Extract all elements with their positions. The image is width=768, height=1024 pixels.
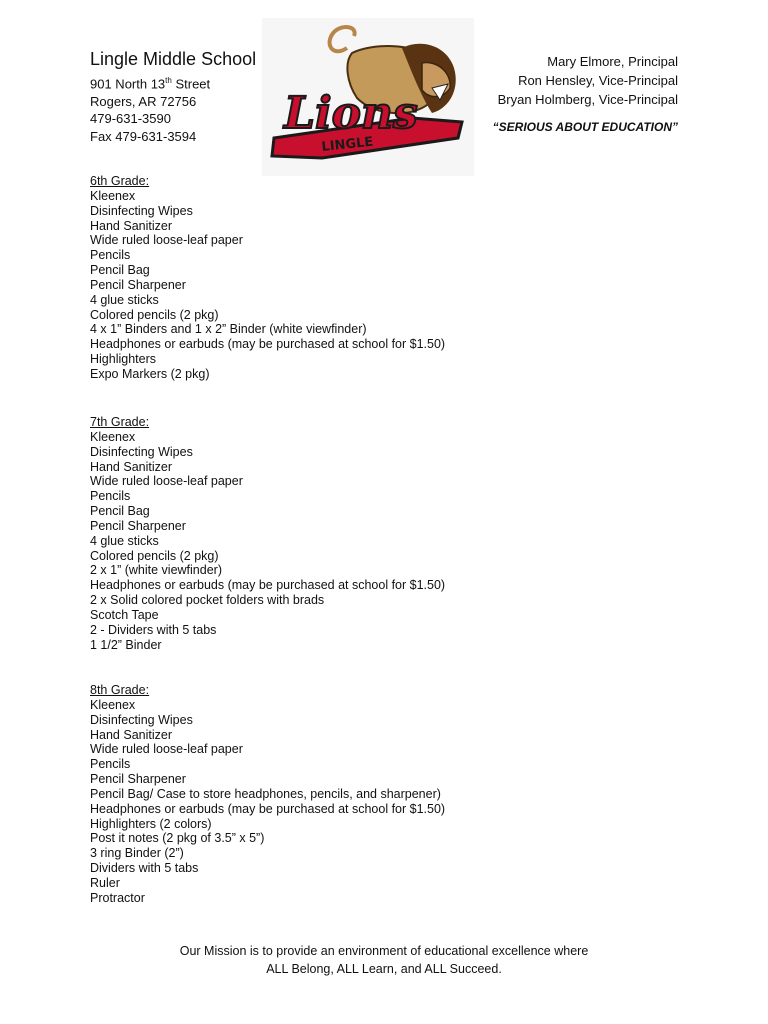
list-item: Disinfecting Wipes [90,712,193,727]
list-item: 2 x 1” (white viewfinder) [90,563,222,578]
logo-word: Lions [284,88,418,139]
grade-6-list [90,174,445,382]
motto: “SERIOUS ABOUT EDUCATION” [492,120,678,134]
grade-title: 8th Grade: [90,683,150,697]
list-item: Ruler [90,875,120,890]
grade-title: 6th Grade: [90,174,150,188]
list-item: Pencils [90,757,131,772]
mission-line-1: Our Mission is to provide an environment of educational excellence where [179,944,589,958]
list-item: Kleenex [90,188,136,203]
list-item: Scotch Tape [90,607,159,622]
vice-principal-2: Bryan Holmberg, Vice-Principal [497,92,678,107]
list-item: Hand Sanitizer [90,727,172,742]
list-item: 4 x 1” Binders and 1 x 2” Binder (white viewfinder) [90,322,367,337]
mission-line-2: ALL Belong, ALL Learn, and ALL Succeed. [266,962,502,976]
list-item: Hand Sanitizer [90,218,172,233]
list-item: Pencil Sharpener [90,772,186,787]
list-item: Wide ruled loose-leaf paper [90,742,243,757]
address-line-2: Rogers, AR 72756 [90,93,197,109]
list-item: Wide ruled loose-leaf paper [90,474,243,489]
list-item: Headphones or earbuds (may be purchased at school for $1.50) [90,801,446,816]
list-item: Protractor [90,890,145,905]
list-item: Headphones or earbuds (may be purchased at school for $1.50) [90,337,446,352]
list-item: Pencil Bag/ Case to store headphones, pencils, and sharpener) [90,786,441,801]
phone: 479-631-3590 [90,111,171,127]
list-item: Disinfecting Wipes [90,444,193,459]
list-item: Highlighters [90,352,157,367]
mission-statement [0,942,768,978]
list-item: Hand Sanitizer [90,459,172,474]
administration [493,52,678,137]
address-line-1: 901 North 13th Street [90,76,211,92]
list-item: Pencil Bag [90,263,150,278]
list-item: Pencils [90,489,131,504]
list-item: 4 glue sticks [90,292,159,307]
list-item: 1 1/2” Binder [90,637,162,652]
list-item: Highlighters (2 colors) [90,816,212,831]
list-item: Post it notes (2 pkg of 3.5” x 5”) [90,831,265,846]
principal: Mary Elmore, Principal [547,54,678,69]
vice-principal-1: Ron Hensley, Vice-Principal [518,73,678,88]
logo-banner: LINGLE [320,134,374,155]
school-contact [90,46,256,145]
list-item: 2 x Solid colored pocket folders with brads [90,593,325,608]
list-item: Dividers with 5 tabs [90,861,199,876]
list-item: Pencil Sharpener [90,277,186,292]
list-item: Headphones or earbuds (may be purchased at school for $1.50) [90,578,446,593]
list-item: Colored pencils (2 pkg) [90,548,219,563]
grade-7-list [90,415,445,653]
list-item: Pencil Bag [90,504,150,519]
list-item: Pencil Sharpener [90,518,186,533]
list-item: Kleenex [90,429,136,444]
lions-logo [262,18,474,176]
list-item: Pencils [90,248,131,263]
school-name: Lingle Middle School [90,49,257,69]
list-item: 4 glue sticks [90,533,159,548]
list-item: Colored pencils (2 pkg) [90,307,219,322]
list-item: 2 - Dividers with 5 tabs [90,622,217,637]
grade-8-list [90,683,445,906]
list-item: 3 ring Binder (2”) [90,846,184,861]
list-item: Expo Markers (2 pkg) [90,366,210,381]
list-item: Kleenex [90,697,136,712]
grade-title: 7th Grade: [90,415,150,429]
fax: Fax 479-631-3594 [90,128,197,144]
list-item: Disinfecting Wipes [90,203,193,218]
list-item: Wide ruled loose-leaf paper [90,233,243,248]
